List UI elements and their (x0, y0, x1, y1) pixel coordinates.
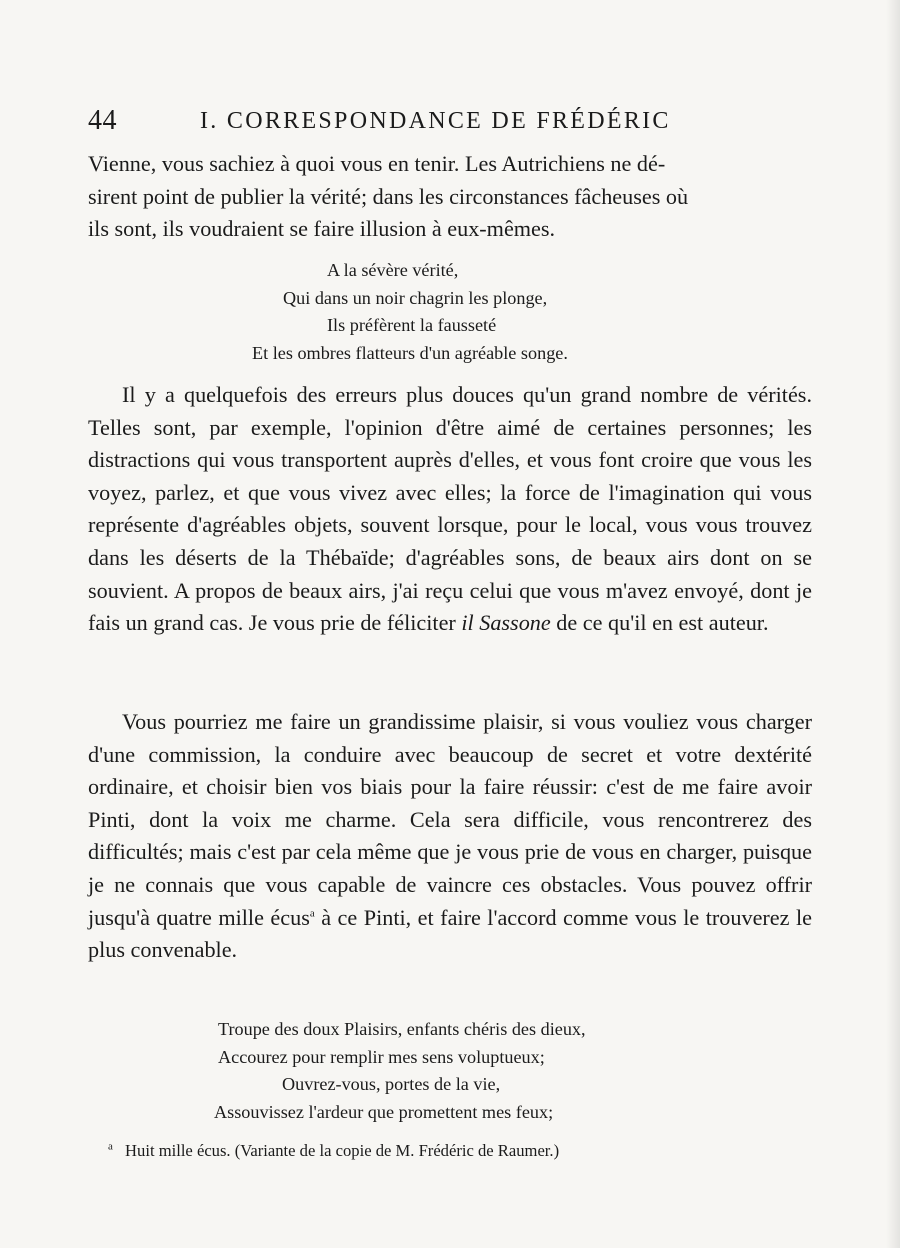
verse-line: Ils préfèrent la fausseté (327, 315, 497, 335)
page-header (88, 104, 812, 138)
verse-line: Accourez pour remplir mes sens voluptueux; (218, 1046, 545, 1067)
running-title: I. CORRESPONDANCE DE FRÉDÉRIC (200, 108, 671, 134)
verse-line: Assouvissez l'ardeur que promettent mes feux; (214, 1101, 554, 1122)
italic-name: il Sassone (461, 610, 551, 636)
paragraph-1 (88, 148, 812, 246)
verse-line: Et les ombres flatteurs d'un agréable songe. (252, 342, 568, 363)
verse-line: A la sévère vérité, (327, 260, 459, 280)
paragraph-2-text-end: de ce qu'il en est auteur. (556, 610, 769, 636)
paragraph-1-line: Vienne, vous sachiez à quoi vous en tenir. Les Autrichiens ne dé- (88, 151, 666, 176)
paragraph-2 (88, 379, 812, 640)
paragraph-1-line: ils sont, ils voudraient se faire illusion à eux-mêmes. (88, 216, 556, 242)
paragraph-1-line: sirent point de publier la vérité; dans les circonstances fâcheuses où (88, 183, 689, 209)
footnote-text: Huit mille écus. (Variante de la copie de M. Frédéric de Raumer.) (125, 1141, 560, 1160)
paragraph-3 (88, 706, 812, 967)
page-number: 44 (88, 105, 117, 136)
verse-line: Qui dans un noir chagrin les plonge, (283, 287, 548, 308)
footnote (108, 1139, 812, 1163)
paragraph-3-text-end: à ce Pinti, et faire l'accord comme vous le trouverez le plus convenable. (88, 904, 813, 963)
verse-line: Troupe des doux Plaisirs, enfants chéris des dieux, (218, 1019, 586, 1039)
paragraph-2-text: Il y a quelquefois des erreurs plus douces qu'un grand nombre de vérités. Telles sont, par exemple, l'opinion d'être aimé de certaines personnes; les distractions qui vous transportent auprès d'elles, et vous font croire que vous les voyez, parlez, et que vous vivez avec elles; la force de l'imagination qui vous représente d'agréables objets, souvent lorsque, pour le local, vous vous trouvez dans les déserts de la Thébaïde; d'agréables sons, de beaux airs dont on se souvient. A propos de beaux airs, j'ai reçu celui que vous m'avez envoyé, dont je fais un grand cas. Je vous prie de féliciter (88, 382, 812, 636)
footnote-reference[interactable]: a (309, 907, 315, 920)
paragraph-3-text: Vous pourriez me faire un grandissime plaisir, si vous vouliez vous charger d'une commission, la conduire avec beaucoup de secret et votre dextérité ordinaire, et choisir bien vos biais pour la faire réussir: c'est de me faire avoir Pinti, dont la voix me charme. Cela sera difficile, vous rencontrerez des difficultés; mais c'est par cela même que je vous prie de vous en charger, puisque je ne connais que vous capable de vaincre ces obstacles. Vous pouvez offrir jusqu'à quatre mille écus (88, 709, 812, 930)
verse-line: Ouvrez-vous, portes de la vie, (282, 1074, 501, 1094)
verse-block-1 (252, 257, 568, 367)
verse-block-2 (214, 1016, 586, 1126)
footnote-marker: a (108, 1140, 113, 1153)
